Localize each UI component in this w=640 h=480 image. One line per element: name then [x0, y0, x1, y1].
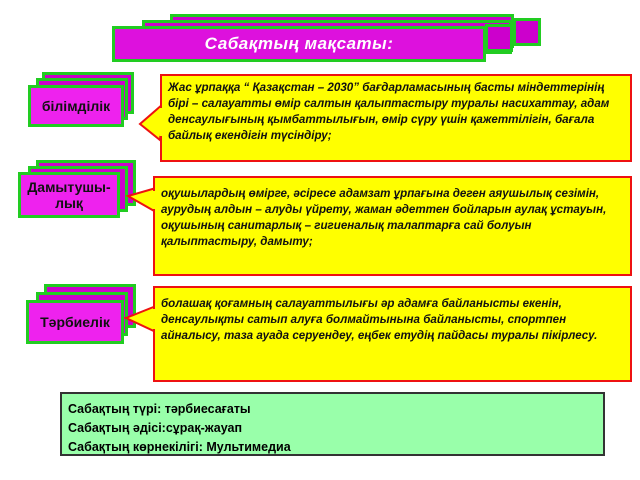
lesson-summary-box	[60, 392, 605, 456]
goal-label-developmental: Дамытушы-лық	[18, 172, 120, 218]
lesson-type: Сабақтың түрі: тәрбиесағаты	[68, 402, 251, 416]
goal-text-developmental: оқушылардың өмірге, әсіресе адамзат ұрпағына деген аяушылық сезімін, аурудың алдын – алуды үйрету, жаман әдеттен бойларын аулақ ұстауын, оқушының санитарлық – гигиеналық талаптарға сай болуын қалыптастыру, дамыту;	[153, 176, 632, 276]
page-title: Сабақтың мақсаты:	[112, 26, 486, 62]
goal-text-educational: Жас ұрпаққа “ Қазақстан – 2030” бағдарламасының басты міндеттерінің бірі – салауатты өмір салтын қалыптастыру туралы насихаттау, адам денсаулығының қымбаттылығын, өмір сүру үшін қажеттілігін, бағала байлық екендігін түсіндіру;	[160, 74, 632, 162]
lesson-visual-aids: Сабақтың көрнекілігі: Мультимедиа	[68, 439, 291, 454]
lesson-method: Сабақтың әдісі:сұрақ-жауап	[68, 420, 242, 435]
goal-label-educational: білімділік	[28, 85, 124, 127]
goal-label-upbringing: Тәрбиелік	[26, 300, 124, 344]
goal-text-upbringing: болашақ қоғамның салауаттылығы әр адамға байланысты екенін, денсаулықты сатып алуға болмайтынына байланысты, спортпен айналысу, таза ауада серуендеу, еңбек етудің пайдасы туралы пікірлесу.	[153, 286, 632, 382]
